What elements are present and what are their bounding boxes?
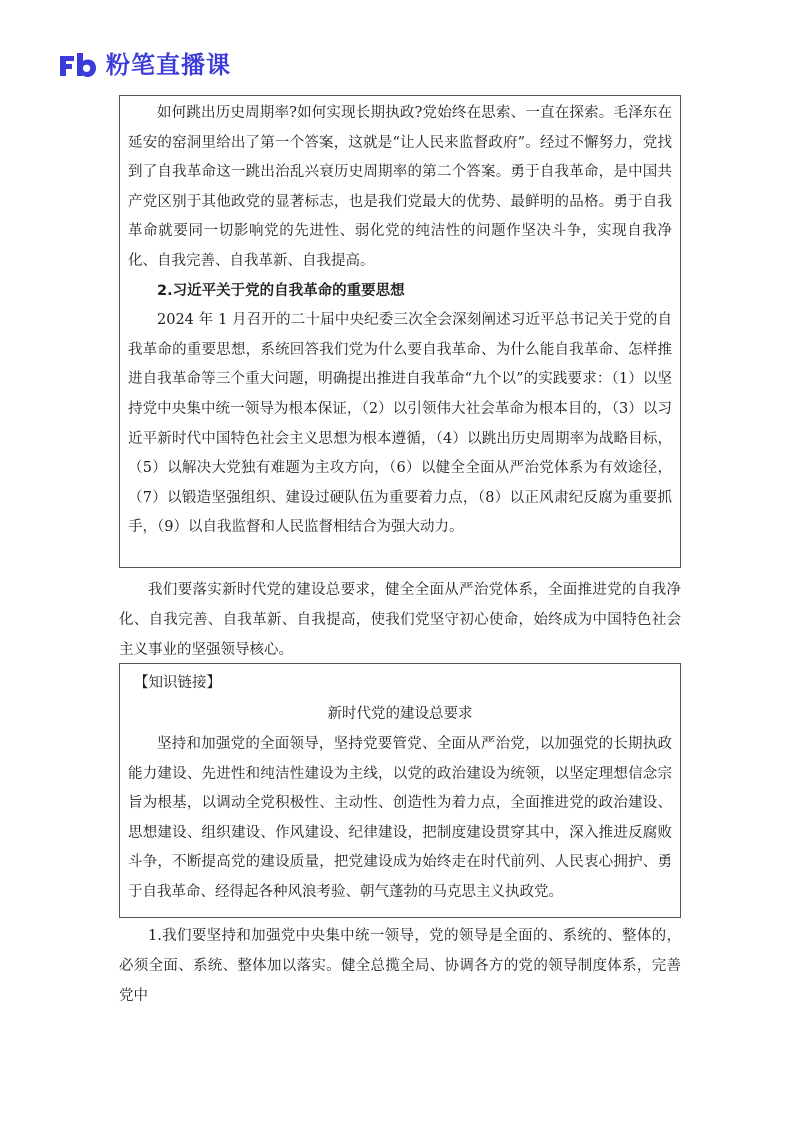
paragraph-nine-requirements: 2024 年 1 月召开的二十届中央纪委三次全会深刻阐述习近平总书记关于党的自我革命的重要思想，系统回答我们党为什么要自我革命、为什么能自我革命、怎样推进自我革命等三个重大问题，明确提出推进自我革命“九个以”的实践要求：（1）以坚持党中央集中统一领导为根本保证，（2）以引领伟大社会革命为根本目的，（3）以习近平新时代中国特色社会主义思想为根本遵循，（4）以跳出历史周期率为战略目标，（5）以解决大党独有难题为主攻方向，（6）以健全全面从严治党体系为有效途径，（7）以锻造坚强组织、建设过硬队伍为重要着力点，（8）以正风肃纪反腐为重要抓手，（9）以自我监督和人民监督相结合为强大动力。 <box>128 312 672 536</box>
knowledge-link-paragraph: 坚持和加强党的全面领导，坚持党要管党、全面从严治党，以加强党的长期执政能力建设、先进性和纯洁性建设为主线，以党的政治建设为统领，以坚定理想信念宗旨为根基，以调动全党积极性、主动性、创造性为着力点，全面推进党的政治建设、思想建设、组织建设、作风建设、纪律建设，把制度建设贯穿其中，深入推进反腐败斗争，不断提高党的建设质量，把党建设成为始终走在时代前列、人民衷心拥护、勇于自我革命、经得起各种风浪考验、朝气蓬勃的马克思主义执政党。 <box>128 736 672 900</box>
brand-logo <box>58 50 231 80</box>
content-box-self-revolution <box>119 95 681 568</box>
knowledge-link-box <box>119 663 681 918</box>
knowledge-link-label: 【知识链接】 <box>134 675 221 691</box>
paragraph-central-leadership: 1.我们要坚持和加强党中央集中统一领导，党的领导是全面的、系统的、整体的，必须全面、系统、整体加以落实。健全总揽全局、协调各方的党的领导制度体系，完善党中 <box>119 928 681 1004</box>
paragraph-party-building: 我们要落实新时代党的建设总要求，健全全面从严治党体系，全面推进党的自我净化、自我完善、自我革新、自我提高，使我们党坚守初心使命，始终成为中国特色社会主义事业的坚强领导核心。 <box>119 582 681 658</box>
brand-name: 粉笔直播课 <box>106 51 231 79</box>
paragraph-history-cycle: 如何跳出历史周期率?如何实现长期执政?党始终在思索、一直在探索。毛泽东在延安的窑洞里给出了第一个答案，这就是“让人民来监督政府”。经过不懈努力，党找到了自我革命这一跳出治乱兴衰历史周期率的第二个答案。勇于自我革命，是中国共产党区别于其他政党的显著标志，也是我们党最大的优势、最鲜明的品格。勇于自我革命就要同一切影响党的先进性、弱化党的纯洁性的问题作坚决斗争，实现自我净化、自我完善、自我革新、自我提高。 <box>128 105 672 269</box>
fenbi-fb-logo-icon <box>58 52 98 78</box>
knowledge-link-title: 新时代党的建设总要求 <box>327 706 473 722</box>
section-heading: 2.习近平关于党的自我革命的重要思想 <box>157 282 405 299</box>
